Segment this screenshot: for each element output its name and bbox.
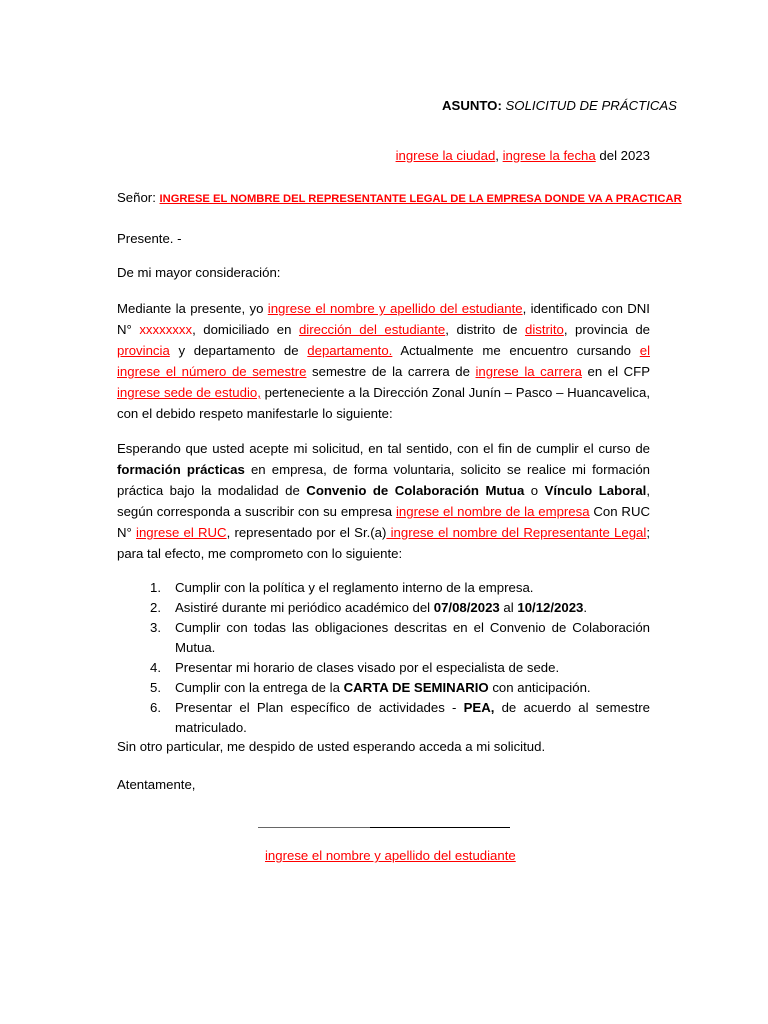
p2-bold-formacion: formación prácticas bbox=[117, 462, 245, 477]
seminar-letter: CARTA DE SEMINARIO bbox=[343, 680, 489, 695]
recipient-label: Señor bbox=[117, 190, 153, 205]
p1-text-b: , identificado con DNI N° bbox=[117, 301, 650, 337]
pea-label: PEA, bbox=[463, 700, 495, 715]
signature-line-segment bbox=[258, 827, 370, 828]
subject-line bbox=[442, 98, 677, 113]
p1-text-f: y departamento de bbox=[169, 343, 308, 358]
p2-text-g: , según corresponda a suscribir con su empresa bbox=[117, 483, 651, 519]
signature-line bbox=[258, 827, 510, 828]
p2-text-a: Esperando que usted acepte mi solicitud, en tal sentido, con el fin de cumplir el curso de bbox=[117, 441, 650, 456]
presente-line: Presente. - bbox=[117, 231, 182, 246]
career-placeholder: ingrese la carrera bbox=[475, 364, 582, 379]
subject-label: ASUNTO: bbox=[442, 98, 502, 113]
list-text: al bbox=[499, 600, 518, 615]
p1-text-i: en el CFP bbox=[581, 364, 650, 379]
list-item bbox=[150, 618, 650, 658]
p2-text-h: Con RUC N° bbox=[117, 504, 650, 540]
signature-name-placeholder: ingrese el nombre y apellido del estudiante bbox=[265, 848, 516, 863]
paragraph-request bbox=[117, 438, 650, 564]
semester-placeholder: el ingrese el número de semestre bbox=[117, 343, 650, 379]
p1-text-c: , domiciliado en bbox=[192, 322, 299, 337]
list-text: . bbox=[583, 600, 588, 615]
department-placeholder: departamento. bbox=[307, 343, 393, 358]
province-placeholder: provincia bbox=[117, 343, 170, 358]
recipient-placeholder: INGRESE EL NOMBRE DEL REPRESENTANTE LEGAL DE LA EMPRESA DONDE VA A PRACTICAR bbox=[159, 193, 682, 205]
recipient-line bbox=[117, 190, 682, 205]
date-placeholder: ingrese la fecha bbox=[502, 148, 596, 163]
representative-placeholder: ingrese el nombre del Representante Legal bbox=[386, 525, 647, 540]
list-number: 3. bbox=[150, 620, 161, 635]
p1-text-h: semestre de la carrera de bbox=[306, 364, 476, 379]
p2-text-e: o bbox=[524, 483, 545, 498]
date-separator: , bbox=[495, 148, 503, 163]
p1-text-j: perteneciente a la Dirección Zonal Junín – Pasco – Huancavelica, con el debido respeto manifestarle lo siguiente: bbox=[117, 385, 650, 421]
closing-salutation: Atentamente, bbox=[117, 777, 196, 792]
list-text: Cumplir con la entrega de la bbox=[175, 680, 344, 695]
list-text: de acuerdo al semestre matriculado. bbox=[175, 700, 650, 735]
date-line bbox=[396, 148, 650, 163]
list-text: Cumplir con la política y el reglamento interno de la empresa. bbox=[175, 580, 534, 595]
city-placeholder: ingrese la ciudad bbox=[395, 148, 496, 163]
list-item bbox=[150, 678, 650, 698]
list-number: 4. bbox=[150, 660, 161, 675]
list-text: Asistiré durante mi periódico académico del bbox=[175, 600, 434, 615]
dni-placeholder: xxxxxxxx bbox=[139, 322, 193, 337]
p1-text-e: , provincia de bbox=[563, 322, 651, 337]
greeting-line: De mi mayor consideración: bbox=[117, 265, 281, 280]
student-name-placeholder: ingrese el nombre y apellido del estudiante bbox=[267, 301, 523, 316]
year-text: del 2023 bbox=[595, 148, 650, 163]
p1-text-d: , distrito de bbox=[445, 322, 525, 337]
recipient-colon: : bbox=[152, 190, 160, 205]
list-item bbox=[150, 598, 650, 618]
list-text: Presentar el Plan específico de actividades - bbox=[175, 700, 464, 715]
p2-text-i: , representado por el Sr.(a) bbox=[226, 525, 387, 540]
p2-bold-vinculo: Vínculo Laboral bbox=[544, 483, 647, 498]
list-item bbox=[150, 658, 650, 678]
list-item bbox=[150, 698, 650, 738]
subject-value: SOLICITUD DE PRÁCTICAS bbox=[505, 98, 677, 113]
start-date: 07/08/2023 bbox=[433, 600, 500, 615]
address-placeholder: dirección del estudiante bbox=[298, 322, 446, 337]
end-date: 10/12/2023 bbox=[517, 600, 584, 615]
district-placeholder: distrito bbox=[525, 322, 564, 337]
paragraph-intro bbox=[117, 298, 650, 424]
list-number: 6. bbox=[150, 700, 161, 715]
list-number: 1. bbox=[150, 580, 161, 595]
p2-text-j: ; para tal efecto, me comprometo con lo siguiente: bbox=[117, 525, 650, 561]
list-text: Presentar mi horario de clases visado por el especialista de sede. bbox=[175, 660, 560, 675]
sede-placeholder: ingrese sede de estudio, bbox=[117, 385, 261, 400]
list-text: con anticipación. bbox=[488, 680, 591, 695]
closing-sentence: Sin otro particular, me despido de usted esperando acceda a mi solicitud. bbox=[117, 739, 546, 754]
company-placeholder: ingrese el nombre de la empresa bbox=[395, 504, 590, 519]
ruc-placeholder: ingrese el RUC bbox=[136, 525, 227, 540]
p2-text-c: en empresa, de forma voluntaria, solicito se realice mi formación práctica bajo la modalidad de bbox=[117, 462, 651, 498]
list-text: Cumplir con todas las obligaciones descritas en el Convenio de Colaboración Mutua. bbox=[175, 620, 650, 655]
p1-text-a: Mediante la presente, yo bbox=[117, 301, 268, 316]
p1-text-g: Actualmente me encuentro cursando bbox=[392, 343, 640, 358]
list-number: 2. bbox=[150, 600, 161, 615]
p2-bold-convenio: Convenio de Colaboración Mutua bbox=[306, 483, 525, 498]
list-number: 5. bbox=[150, 680, 161, 695]
commitments-list bbox=[150, 578, 650, 738]
list-item bbox=[150, 578, 650, 598]
